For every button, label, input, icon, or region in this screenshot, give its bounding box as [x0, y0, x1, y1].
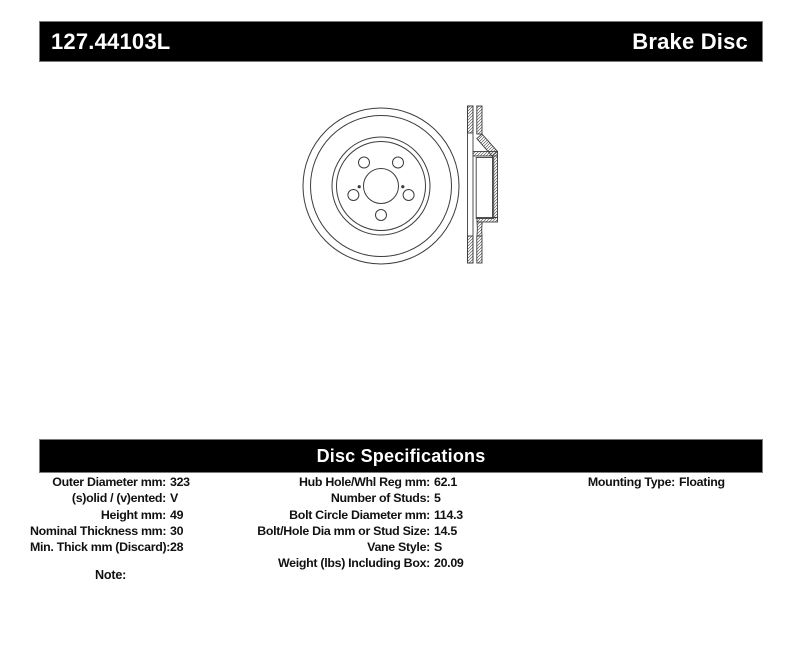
spec-row-weight	[250, 555, 464, 571]
spec-label: Outer Diameter mm:	[52, 475, 166, 489]
balance-mark	[358, 185, 361, 188]
header-bar	[39, 21, 763, 62]
spec-label: Bolt Circle Diameter mm:	[289, 507, 430, 522]
spec-row-bolt-hole-dia	[250, 523, 464, 539]
spec-value: 323	[170, 475, 190, 489]
stud-hole	[393, 157, 404, 168]
outboard-plate-hatch-top	[468, 106, 474, 133]
spec-label: Height mm:	[100, 507, 166, 522]
stud-hole	[376, 210, 387, 221]
spec-column-1	[30, 474, 190, 555]
hat-flange-top	[473, 152, 498, 157]
inboard-plate-top	[477, 106, 482, 134]
stud-hole	[359, 157, 370, 168]
outboard-plate-hatch-bottom	[468, 236, 474, 263]
spec-value: 20.09	[434, 556, 464, 571]
note-label: Note:	[95, 568, 127, 582]
spec-section-title-bar	[39, 439, 763, 473]
spec-value: 49	[170, 507, 184, 522]
stud-hole	[403, 190, 414, 201]
stud-hole	[348, 190, 359, 201]
spec-value: 5	[434, 491, 441, 506]
brake-disc-technical-drawing	[280, 90, 520, 280]
hat-wall	[493, 156, 498, 218]
product-type: Brake Disc	[632, 28, 748, 54]
spec-row-min-thickness	[30, 539, 190, 555]
spec-value: Floating	[679, 475, 725, 489]
spec-value: 62.1	[434, 475, 457, 489]
spec-row-number-of-studs	[250, 490, 464, 506]
spec-row-vane-style	[250, 539, 464, 555]
spec-label: (s)olid / (v)ented:	[71, 491, 166, 506]
spec-label: Hub Hole/Whl Reg mm:	[299, 475, 430, 489]
spec-column-2	[250, 474, 464, 572]
spec-row-outer-diameter	[30, 474, 190, 490]
spec-value: 114.3	[434, 507, 463, 522]
balance-mark	[401, 185, 404, 188]
spec-label: Nominal Thickness mm:	[30, 523, 167, 538]
spec-row-hub-hole	[250, 474, 464, 490]
brake-disc-front-view	[303, 108, 459, 264]
spec-value: 30	[170, 523, 184, 538]
spec-value: S	[434, 540, 442, 555]
outer-diameter-circle	[303, 108, 459, 264]
hub-inner-circle	[337, 142, 426, 231]
spec-label: Vane Style:	[367, 540, 430, 555]
hat-bore-projection	[476, 158, 494, 219]
spec-label: Number of Studs:	[330, 491, 430, 506]
hat-step-bottom	[477, 222, 482, 236]
spec-column-3	[545, 474, 725, 490]
spec-value: V	[170, 491, 178, 506]
spec-section-title: Disc Specifications	[316, 445, 486, 466]
part-number: 127.44103L	[51, 28, 171, 54]
brake-disc-side-view	[468, 106, 498, 263]
spec-row-bolt-circle	[250, 507, 464, 523]
spec-label: Mounting Type:	[587, 475, 675, 489]
spec-label: Weight (lbs) Including Box:	[277, 556, 430, 571]
spec-row-nominal-thickness	[30, 523, 190, 539]
spec-row-solid-vented	[30, 490, 190, 506]
spec-value: 28	[170, 540, 184, 555]
spec-value: 14.5	[434, 523, 457, 538]
spec-label: Min. Thick mm (Discard):	[30, 540, 171, 555]
spec-row-height	[30, 507, 190, 523]
spec-row-mounting-type	[545, 474, 725, 490]
inboard-plate-bottom	[477, 236, 482, 263]
spec-label: Bolt/Hole Dia mm or Stud Size:	[257, 523, 430, 538]
center-hole	[364, 169, 399, 204]
